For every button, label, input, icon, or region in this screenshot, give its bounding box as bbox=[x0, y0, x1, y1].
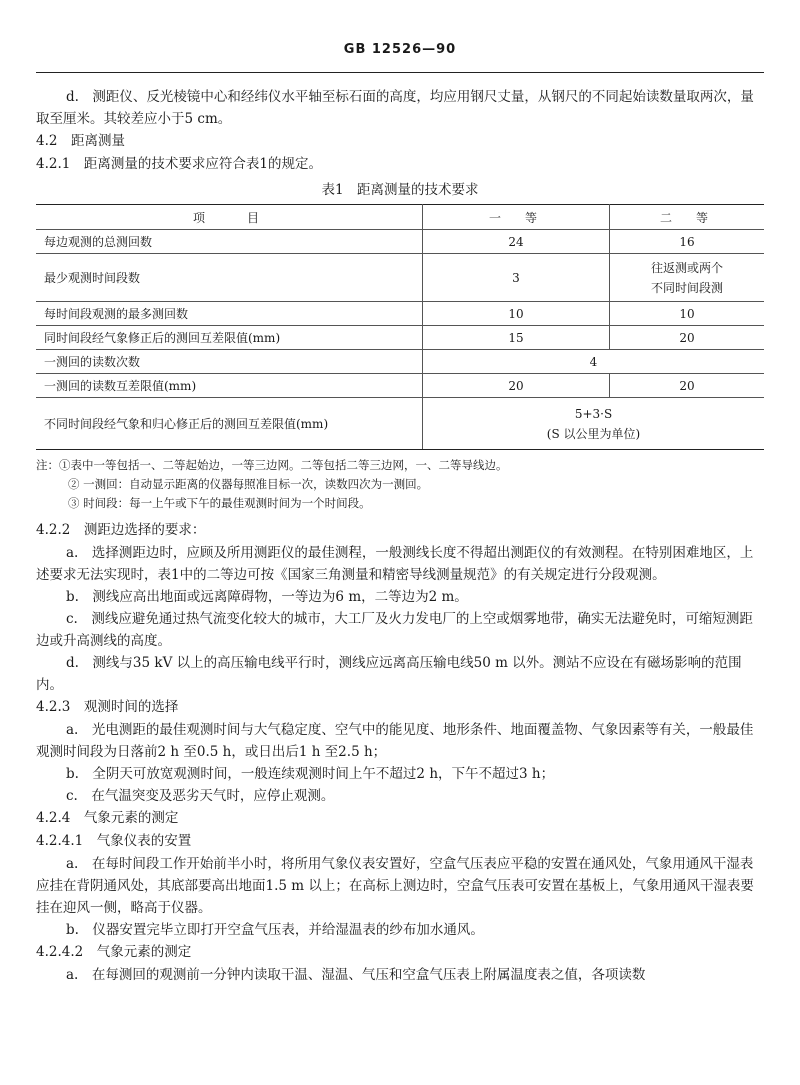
clause-paragraph: c. 测线应避免通过热气流变化较大的城市，大工厂及火力发电厂的上空或烟雾地带，确实无法避免时，可缩短测距边或升高测线的高度。 bbox=[36, 611, 753, 649]
clause-paragraph: b. 全阴天可放宽观测时间，一般连续观测时间上午不超过2 h，下午不超过3 h； bbox=[66, 766, 555, 782]
table-row bbox=[36, 398, 764, 450]
section-heading: 4.2.3 观测时间的选择 bbox=[36, 699, 179, 715]
row-second: 10 bbox=[610, 302, 765, 326]
subsection-heading: 4.2.4.1 气象仪表的安置 bbox=[36, 833, 192, 849]
clause-paragraph: d. 测线与35 kV 以上的高压输电线平行时，测线应远离高压输电线50 m 以外。测站不应设在有磁场影响的范围内。 bbox=[36, 655, 742, 693]
row-second: 往返测或两个 不同时间段测 bbox=[610, 254, 765, 302]
subsection-heading: 4.2.4.2 气象元素的测定 bbox=[36, 944, 192, 960]
table1-notes bbox=[36, 456, 764, 513]
section-4-2-3 bbox=[36, 696, 764, 807]
table1 bbox=[36, 204, 764, 450]
row-item: 一测回的读数互差限值(mm) bbox=[36, 374, 423, 398]
table-note: ③ 时间段：每一上午或下午的最佳观测时间为一个时间段。 bbox=[68, 496, 371, 510]
row-item: 每时间段观测的最多测回数 bbox=[36, 302, 423, 326]
row-merged-value: 4 bbox=[423, 350, 765, 374]
table-row bbox=[36, 350, 764, 374]
clause-paragraph: a. 选择测距边时，应顾及所用测距仪的最佳测程，一般测线长度不得超出测距仪的有效测程。在特别困难地区，上述要求无法实现时，表1中的二等边可按《国家三角测量和精密导线测量规范》的有关规定进行分段观测。 bbox=[36, 545, 754, 583]
row-second: 20 bbox=[610, 326, 765, 350]
intro-paragraph: d. 测距仪、反光棱镜中心和经纬仪水平轴至标石面的高度，均应用钢尺丈量，从钢尺的不同起始读数量取两次，量取至厘米。其较差应小于5 cm。 bbox=[36, 89, 754, 127]
table-row bbox=[36, 254, 764, 302]
table1-title: 表1 距离测量的技术要求 bbox=[321, 182, 479, 198]
table-row bbox=[36, 374, 764, 398]
row-item: 一测回的读数次数 bbox=[36, 350, 423, 374]
col-header-first-class: 一 等 bbox=[423, 205, 610, 230]
row-item: 每边观测的总测回数 bbox=[36, 230, 423, 254]
row-first: 10 bbox=[423, 302, 610, 326]
row-item: 同时间段经气象修正后的测回互差限值(mm) bbox=[36, 326, 423, 350]
document-body bbox=[36, 86, 764, 986]
section-heading: 4.2.2 测距边选择的要求： bbox=[36, 522, 206, 538]
row-first: 3 bbox=[423, 254, 610, 302]
table-row bbox=[36, 326, 764, 350]
table-header-row bbox=[36, 205, 764, 230]
col-header-item: 项 目 bbox=[36, 205, 423, 230]
row-first: 20 bbox=[423, 374, 610, 398]
row-first: 24 bbox=[423, 230, 610, 254]
section-4-2-4 bbox=[36, 807, 764, 986]
section-4-2-2 bbox=[36, 519, 764, 696]
section-heading: 4.2.4 气象元素的测定 bbox=[36, 810, 179, 826]
clause-paragraph: a. 光电测距的最佳观测时间与大气稳定度、空气中的能见度、地形条件、地面覆盖物、气象因素等有关，一般最佳观测时间段为日落前2 h 至0.5 h，或日出后1 h 至2.5 h； bbox=[36, 722, 754, 760]
clause-paragraph: a. 在每时间段工作开始前半小时，将所用气象仪表安置好，空盒气压表应平稳的安置在通风处，气象用通风干湿表应挂在背阴通风处，其底部要高出地面1.5 m 以上；在高标上测边时，空盒气压表可安置在基板上，气象用通风干湿表要挂在迎风一侧，略高于仪器。 bbox=[36, 856, 754, 916]
row-second: 20 bbox=[610, 374, 765, 398]
row-first: 15 bbox=[423, 326, 610, 350]
row-merged-value: 5+3·S (S 以公里为单位) bbox=[423, 398, 765, 450]
row-second: 16 bbox=[610, 230, 765, 254]
section-4-2-1-heading: 4.2.1 距离测量的技术要求应符合表1的规定。 bbox=[36, 156, 322, 172]
row-item: 最少观测时间段数 bbox=[36, 254, 423, 302]
col-header-second-class: 二 等 bbox=[610, 205, 765, 230]
clause-paragraph: c. 在气温突变及恶劣天气时，应停止观测。 bbox=[66, 788, 335, 804]
table-note: 注：①表中一等包括一、二等起始边，一等三边网。二等包括二等三边网，一、二等导线边。 bbox=[36, 458, 508, 472]
table-note: ② 一测回：自动显示距离的仪器每照准目标一次，读数四次为一测回。 bbox=[68, 477, 429, 491]
header-rule bbox=[36, 72, 764, 73]
standard-number-header: GB 12526—90 bbox=[343, 42, 457, 57]
table-row bbox=[36, 302, 764, 326]
row-item: 不同时间段经气象和归心修正后的测回互差限值(mm) bbox=[36, 398, 423, 450]
clause-paragraph: a. 在每测回的观测前一分钟内读取干温、湿温、气压和空盒气压表上附属温度表之值，各项读数 bbox=[66, 967, 646, 983]
section-4-2-heading: 4.2 距离测量 bbox=[36, 133, 125, 149]
clause-paragraph: b. 仪器安置完毕立即打开空盒气压表，并给湿温表的纱布加水通风。 bbox=[66, 922, 484, 938]
table-row bbox=[36, 230, 764, 254]
clause-paragraph: b. 测线应高出地面或远离障碍物，一等边为6 m，二等边为2 m。 bbox=[66, 589, 468, 605]
